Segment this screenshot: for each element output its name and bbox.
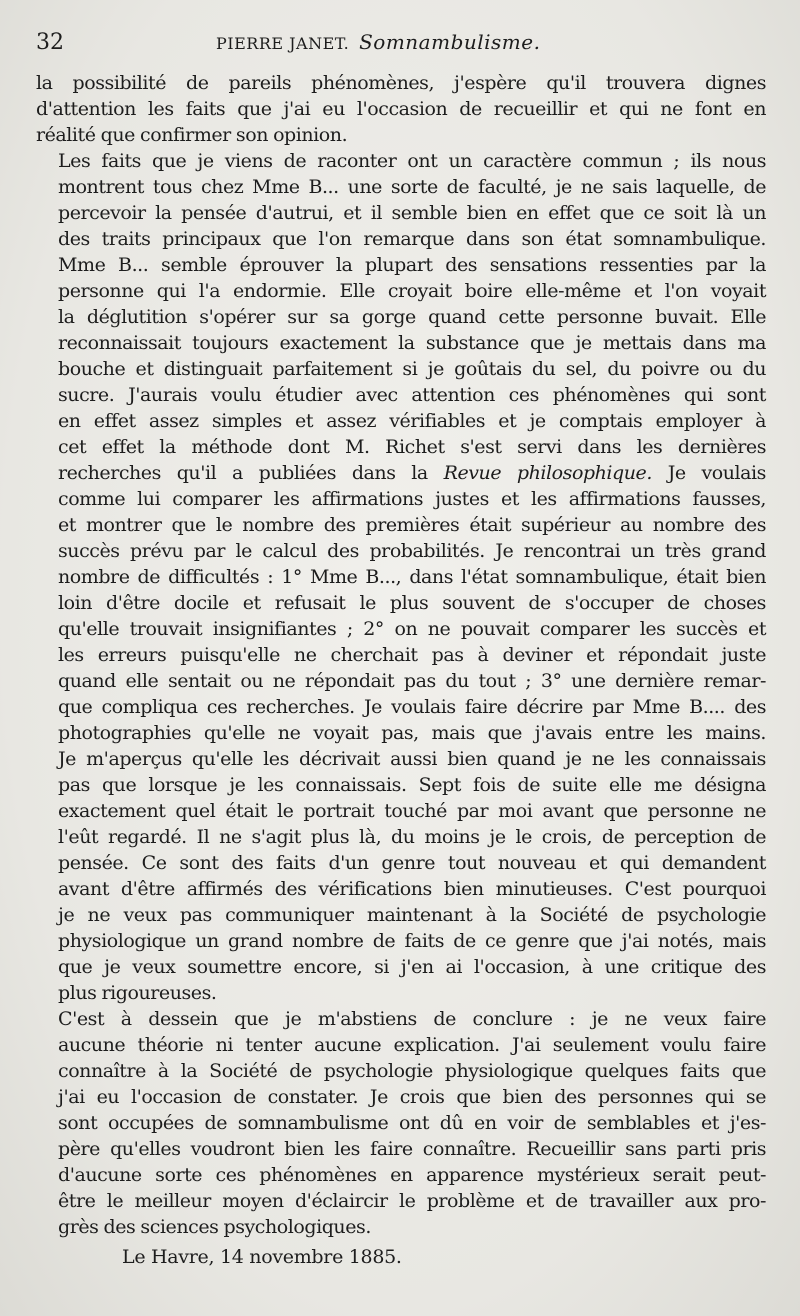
text-line: des traits principaux que l'on remarque dans son état somnambulique. — [58, 228, 766, 250]
text-line: sont occupées de somnambulisme ont dû en voir de semblables et j'es- — [58, 1112, 766, 1134]
text-line: Mme B... semble éprouver la plupart des sensations ressenties par la — [58, 254, 766, 276]
text-line: être le meilleur moyen d'éclaircir le problème et de travailler aux pro- — [58, 1190, 766, 1212]
paragraph — [36, 148, 766, 1006]
text-line: reconnaissait toujours exactement la substance que je mettais dans ma — [58, 332, 766, 354]
text-line: loin d'être docile et refusait le plus souvent de s'occuper de choses — [58, 592, 766, 614]
text-line: d'attention les faits que j'ai eu l'occasion de recueillir et qui ne font en — [36, 98, 766, 120]
text-line: nombre de difficultés : 1° Mme B..., dans l'état somnambulique, était bien — [58, 566, 766, 588]
text-line: pensée. Ce sont des faits d'un genre tout nouveau et qui demandent — [58, 852, 766, 874]
author-name: PIERRE JANET. — [216, 34, 350, 53]
text-line: photographies qu'elle ne voyait pas, mais que j'avais entre les mains. — [58, 722, 766, 744]
text-line: l'eût regardé. Il ne s'agit plus là, du moins je le crois, de perception de — [58, 826, 766, 848]
text-line: C'est à dessein que je m'abstiens de conclure : je ne veux faire — [58, 1008, 766, 1030]
text-line: cet effet la méthode dont M. Richet s'est servi dans les dernières — [58, 436, 766, 458]
running-title — [216, 30, 540, 54]
text-line: d'aucune sorte ces phénomènes en apparence mystérieux serait peut- — [58, 1164, 766, 1186]
paragraph — [36, 1006, 766, 1240]
text-line: et montrer que le nombre des premières était supérieur au nombre des — [58, 514, 766, 536]
text-line: en effet assez simples et assez vérifiables et je comptais employer à — [58, 410, 766, 432]
text-line: j'ai eu l'occasion de constater. Je crois que bien des personnes qui se — [58, 1086, 766, 1108]
text-line: avant d'être affirmés des vérifications bien minutieuses. C'est pourquoi — [58, 878, 766, 900]
text-line: aucune théorie ni tenter aucune explication. J'ai seulement voulu faire — [58, 1034, 766, 1056]
text-line: montrent tous chez Mme B... une sorte de faculté, je ne sais laquelle, de — [58, 176, 766, 198]
text-line: personne qui l'a endormie. Elle croyait boire elle-même et l'on voyait — [58, 280, 766, 302]
text-line: je ne veux pas communiquer maintenant à la Société de psychologie — [58, 904, 766, 926]
text-line: père qu'elles voudront bien les faire connaître. Recueillir sans parti pris — [58, 1138, 766, 1160]
text-line: les erreurs puisqu'elle ne cherchait pas à deviner et répondait juste — [58, 644, 766, 666]
text-line: comme lui comparer les affirmations justes et les affirmations fausses, — [58, 488, 766, 510]
text-line: sucre. J'aurais voulu étudier avec attention ces phénomènes qui sont — [58, 384, 766, 406]
text-line: que compliqua ces recherches. Je voulais faire décrire par Mme B.... des — [58, 696, 766, 718]
text-line: quand elle sentait ou ne répondait pas du tout ; 3° une dernière remar- — [58, 670, 766, 692]
page-number: 32 — [36, 30, 64, 55]
text-line: physiologique un grand nombre de faits de ce genre que j'ai notés, mais — [58, 930, 766, 952]
text-line: qu'elle trouvait insignifiantes ; 2° on ne pouvait comparer les succès et — [58, 618, 766, 640]
running-header — [36, 30, 766, 64]
text-line: réalité que confirmer son opinion. — [36, 124, 348, 146]
text-line: percevoir la pensée d'autrui, et il semble bien en effet que ce soit là un — [58, 202, 766, 224]
text-line: la possibilité de pareils phénomènes, j'espère qu'il trouvera dignes — [36, 72, 766, 94]
text-line: recherches qu'il a publiées dans la Revue philosophique. Je voulais — [58, 462, 766, 484]
book-title: Somnambulisme. — [359, 30, 541, 54]
text-line: bouche et distinguait parfaitement si je goûtais du sel, du poivre ou du — [58, 358, 766, 380]
paragraph — [36, 70, 766, 148]
text-line: Les faits que je viens de raconter ont un caractère commun ; ils nous — [58, 150, 766, 172]
body-text — [36, 70, 766, 1240]
text-line: plus rigoureuses. — [58, 982, 217, 1004]
text-line: que je veux soumettre encore, si j'en ai l'occasion, à une critique des — [58, 956, 766, 978]
journal-title: Revue philosophique. — [443, 462, 652, 484]
text-line: exactement quel était le portrait touché par moi avant que personne ne — [58, 800, 766, 822]
text-line: Je m'aperçus qu'elle les décrivait aussi bien quand je ne les connaissais — [58, 748, 766, 770]
text-line: succès prévu par le calcul des probabilités. Je rencontrai un très grand — [58, 540, 766, 562]
text-line: grès des sciences psychologiques. — [58, 1216, 371, 1238]
text-line: pas que lorsque je les connaissais. Sept fois de suite elle me désigna — [58, 774, 766, 796]
place-date-signature: Le Havre, 14 novembre 1885. — [122, 1246, 402, 1268]
text-line: la déglutition s'opérer sur sa gorge quand cette personne buvait. Elle — [58, 306, 766, 328]
text-line: connaître à la Société de psychologie physiologique quelques faits que — [58, 1060, 766, 1082]
